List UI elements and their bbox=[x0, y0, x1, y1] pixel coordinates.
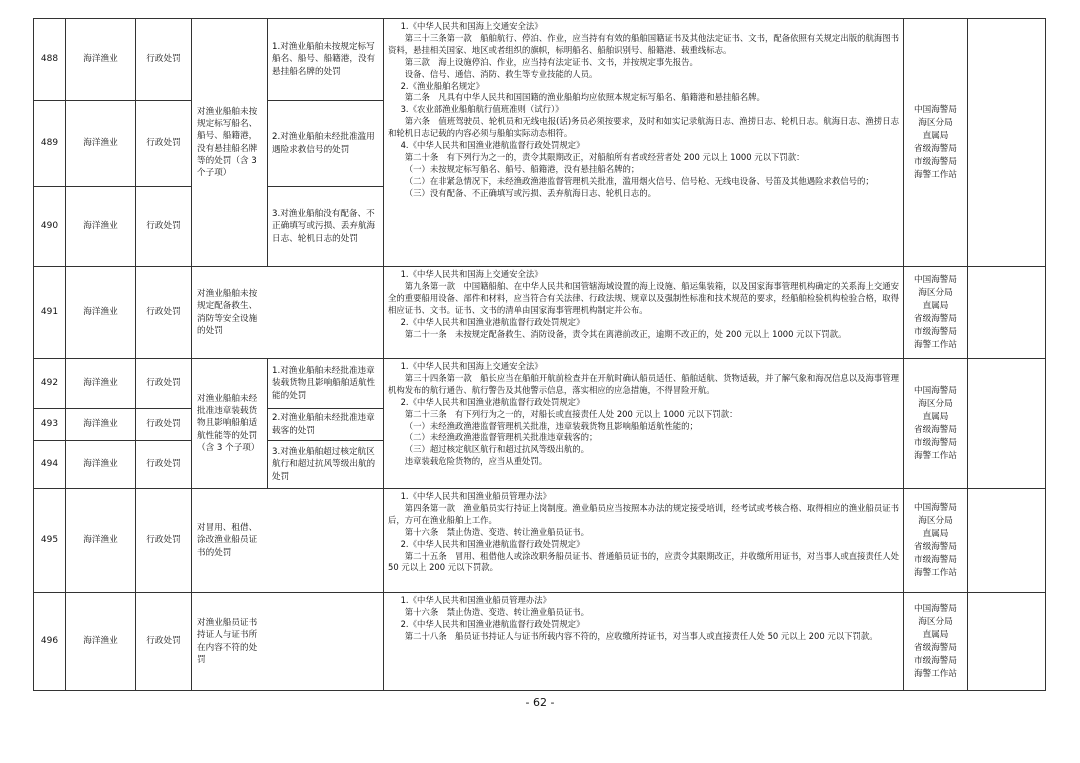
row-number: 495 bbox=[34, 489, 66, 593]
row-number: 488 bbox=[34, 19, 66, 101]
enforcement-dept: 中国海警局 海区分局 直属局 省级海警局 市级海警局 海警工作站 bbox=[904, 19, 968, 267]
page-number: - 62 - bbox=[525, 696, 555, 709]
table-row bbox=[34, 593, 1046, 691]
row-field: 海洋渔业 bbox=[66, 593, 136, 691]
row-field: 海洋渔业 bbox=[66, 101, 136, 187]
enforcement-dept: 中国海警局 海区分局 直属局 省级海警局 市级海警局 海警工作站 bbox=[904, 359, 968, 489]
row-type: 行政处罚 bbox=[136, 409, 192, 441]
row-type: 行政处罚 bbox=[136, 359, 192, 409]
row-field: 海洋渔业 bbox=[66, 489, 136, 593]
sub-item: 2.对渔业船舶未经批准违章载客的处罚 bbox=[268, 409, 384, 441]
enforcement-dept: 中国海警局 海区分局 直属局 省级海警局 市级海警局 海警工作站 bbox=[904, 489, 968, 593]
legal-basis: 1.《中华人民共和国海上交通安全法》 第九条第一款 中国籍船舶、在中华人民共和国管辖海域设置的海上设施、船运集装箱，以及国家海事管理机构确定的关系海上交通安全的重要船用设备、部件和材料，应当符合有关法律、行政法规、规章以及强制性标准和技术规范的要求，经船舶检验机构检验合格，取得相应证书、文书。证书、文书的清单由国家海事管理机构制定并公布。 2.《中华人民共和国渔业港航监督行政处罚规定》 第二十一条 未按规定配备救生、消防设备，责令其在离港前改正，逾期不改正的，处 200 元以上 1000 元以下罚款。 bbox=[384, 267, 904, 359]
row-number: 491 bbox=[34, 267, 66, 359]
item-category: 对冒用、租借、涂改渔业船员证书的处罚 bbox=[192, 489, 384, 593]
row-number: 494 bbox=[34, 441, 66, 489]
legal-basis: 1.《中华人民共和国渔业船员管理办法》 第四条第一款 渔业船员实行持证上岗制度。渔业船员应当按照本办法的规定接受培训，经考试或考核合格、取得相应的渔业船员证书后，方可在渔业船舶上工作。 第十六条 禁止伪造、变造、转让渔业船员证书。 2.《中华人民共和国渔业港航监督行政处罚规定》 第二十五条 冒用、租借他人或涂改职务船员证书、普通船员证书的，应责令其限期改正，并收缴所用证书，对当事人或直接责任人处 50 元以上 200 元以下罚款。 bbox=[384, 489, 904, 593]
legal-basis: 1.《中华人民共和国渔业船员管理办法》 第十六条 禁止伪造、变造、转让渔业船员证书。 2.《中华人民共和国渔业港航监督行政处罚规定》 第二十八条 船员证书持证人与证书所载内容不符的，应收缴所持证书，对当事人或直接责任人处 50 元以上 200 元以下罚款。 bbox=[384, 593, 904, 691]
row-type: 行政处罚 bbox=[136, 101, 192, 187]
row-type: 行政处罚 bbox=[136, 19, 192, 101]
sub-item: 3.对渔业船舶没有配备、不正确填写或污损、丢弃航海日志、轮机日志的处罚 bbox=[268, 187, 384, 267]
row-number: 493 bbox=[34, 409, 66, 441]
enforcement-dept: 中国海警局 海区分局 直属局 省级海警局 市级海警局 海警工作站 bbox=[904, 593, 968, 691]
row-type: 行政处罚 bbox=[136, 267, 192, 359]
penalty-table bbox=[33, 18, 1046, 691]
table-row bbox=[34, 267, 1046, 359]
item-category: 对渔业船舶未按规定标写船名、船号、船籍港，没有悬挂船名牌等的处罚（含 3 个子项） bbox=[192, 19, 268, 267]
remarks bbox=[968, 489, 1046, 593]
sub-item: 3.对渔业船舶超过核定航区航行和超过抗风等级出航的处罚 bbox=[268, 441, 384, 489]
row-type: 行政处罚 bbox=[136, 593, 192, 691]
legal-basis: 1.《中华人民共和国海上交通安全法》 第三十四条第一款 船长应当在船舶开航前检查并在开航时确认船员适任、船舶适航、货物适载，并了解气象和海况信息以及海事管理机构发布的航行通告、航行警告及其他警示信息，落实相应的应急措施，不得冒险开航。 2.《中华人民共和国渔业港航监督行政处罚规定》 第二十三条 有下列行为之一的，对船长或直接责任人处 200 元以上 1000 元以下罚款： （一）未经渔政渔港监督管理机关批准，违章装载货物且影响船舶适航性能的； （二）未经渔政渔港监督管理机关批准违章载客的； （三）超过核定航区航行和超过抗风等级出航的。 违章装载危险货物的，应当从重处罚。 bbox=[384, 359, 904, 489]
legal-basis: 1.《中华人民共和国海上交通安全法》 第三十三条第一款 船舶航行、停泊、作业，应当持有有效的船舶国籍证书及其他法定证书、文书，配备依照有关规定出版的航海图书资料，悬挂相关国家、地区或者组织的旗帜，标明船名、船舶识别号、船籍港、载重线标志。 第三款 海上设施停泊、作业，应当持有法定证书、文书，并按规定事先报告。 设备、信号、通信、消防、救生等专业技能的人员。 2.《渔业船舶名规定》 第二条 凡具有中华人民共和国国籍的渔业船舶均应依照本规定标写船名、船籍港和悬挂船名牌。 3.《农业部渔业船舶航行值班准则（试行）》 第六条 值班驾驶员、轮机员和无线电报(话)务员必须按要求，及时和如实记录航海日志、渔捞日志、轮机日志。航海日志、渔捞日志和轮机日志记载的内容必须与船舶实际动态相符。 4.《中华人民共和国渔业港航监督行政处罚规定》 第二十条 有下列行为之一的，责令其限期改正，对船舶所有者或经营者处 200 元以上 1000 元以下罚款： （一）未按规定标写船名、船号、船籍港，没有悬挂船名牌的； （二）在非紧急情况下，未经渔政渔港监督管理机关批准，滥用烟火信号、信号枪、无线电设备、号笛及其他遇险求救信号的； （三）没有配备、不正确填写或污损、丢弃航海日志、轮机日志的。 bbox=[384, 19, 904, 267]
row-field: 海洋渔业 bbox=[66, 187, 136, 267]
row-field: 海洋渔业 bbox=[66, 441, 136, 489]
row-type: 行政处罚 bbox=[136, 187, 192, 267]
table-row bbox=[34, 489, 1046, 593]
item-category: 对渔业船舶未按规定配备救生、消防等安全设施的处罚 bbox=[192, 267, 384, 359]
row-number: 489 bbox=[34, 101, 66, 187]
table-row bbox=[34, 359, 1046, 409]
sub-item: 1.对渔业船舶未经批准违章装载货物且影响船舶适航性能的处罚 bbox=[268, 359, 384, 409]
row-field: 海洋渔业 bbox=[66, 19, 136, 101]
remarks bbox=[968, 359, 1046, 489]
row-field: 海洋渔业 bbox=[66, 267, 136, 359]
row-number: 490 bbox=[34, 187, 66, 267]
sub-item: 1.对渔业船舶未按规定标写船名、船号、船籍港，没有悬挂船名牌的处罚 bbox=[268, 19, 384, 101]
row-type: 行政处罚 bbox=[136, 441, 192, 489]
enforcement-dept: 中国海警局 海区分局 直属局 省级海警局 市级海警局 海警工作站 bbox=[904, 267, 968, 359]
row-number: 496 bbox=[34, 593, 66, 691]
row-field: 海洋渔业 bbox=[66, 359, 136, 409]
row-type: 行政处罚 bbox=[136, 489, 192, 593]
remarks bbox=[968, 267, 1046, 359]
row-field: 海洋渔业 bbox=[66, 409, 136, 441]
item-category: 对渔业船员证书持证人与证书所在内容不符的处罚 bbox=[192, 593, 384, 691]
remarks bbox=[968, 19, 1046, 267]
row-number: 492 bbox=[34, 359, 66, 409]
table-row bbox=[34, 19, 1046, 101]
item-category: 对渔业船舶未经批准违章装载货物且影响船舶适航性能等的处罚（含 3 个子项） bbox=[192, 359, 268, 489]
sub-item: 2.对渔业船舶未经批准滥用遇险求救信号的处罚 bbox=[268, 101, 384, 187]
remarks bbox=[968, 593, 1046, 691]
